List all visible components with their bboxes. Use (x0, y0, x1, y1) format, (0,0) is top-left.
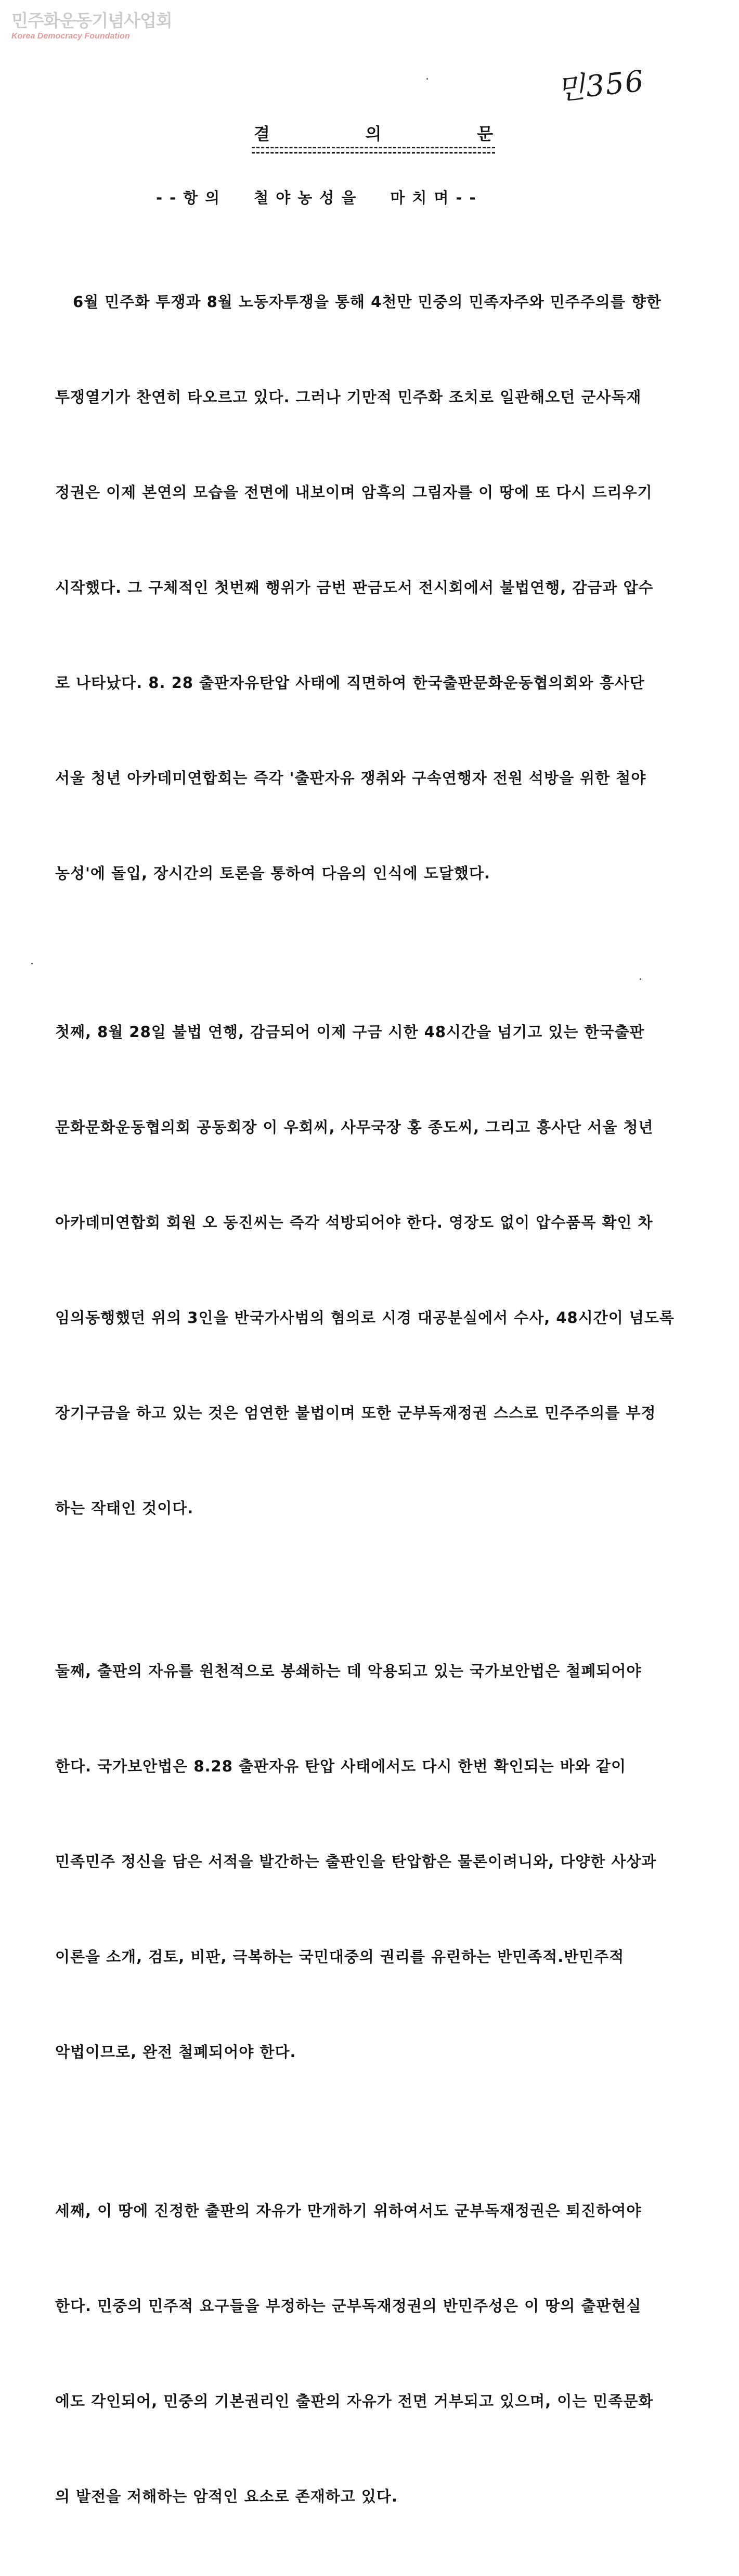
document-subtitle: --항의 철야농성을 마치며-- (156, 189, 483, 207)
watermark-korean: 민주화운동기념사업회 (11, 10, 172, 31)
watermark (11, 10, 172, 42)
paragraph-third (55, 2132, 705, 2576)
title-underline (252, 147, 495, 148)
scan-speck (31, 963, 33, 964)
text-line: 악법이므로, 완전 철폐되어야 한다. (55, 2043, 296, 2061)
title-char: 결 (254, 124, 270, 144)
text-line: 한다. 국가보안법은 8.28 출판자유 탄압 사태에서도 다시 한번 확인되는 바와 같이 (55, 1757, 626, 1775)
text-line: 임의동행했던 위의 3인을 반국가사범의 혐의로 시경 대공분실에서 수사, 48시간이 넘도록 (55, 1309, 675, 1327)
document-title (254, 121, 493, 145)
paragraph-intro (55, 223, 705, 953)
text-line: 에도 각인되어, 민중의 기본권리인 출판의 자유가 전면 거부되고 있으며, 이는 민족문화 (55, 2392, 654, 2410)
title-underline (252, 152, 495, 154)
text-line: 이론을 소개, 검토, 비판, 극복하는 국민대중의 권리를 유린하는 반민족적.반민주적 (55, 1948, 625, 1966)
title-char: 의 (365, 124, 382, 144)
text-line: 둘째, 출판의 자유를 원천적으로 봉쇄하는 데 악용되고 있는 국가보안법은 철폐되어야 (55, 1662, 642, 1680)
text-line: 6월 민주화 투쟁과 8월 노동자투쟁을 통해 4천만 민중의 민족자주와 민주주의를 향한 (73, 293, 662, 311)
text-line: 의 발전을 저해하는 암적인 요소로 존재하고 있다. (55, 2488, 398, 2505)
text-line: 첫째, 8월 28일 불법 연행, 감금되어 이제 구금 시한 48시간을 넘기고 있는 한국출판 (55, 1023, 645, 1041)
text-line: 아카데미연합회 회원 오 동진씨는 즉각 석방되어야 한다. 영장도 없이 압수품목 확인 차 (55, 1214, 653, 1231)
scan-speck (426, 78, 428, 80)
document-body (55, 223, 705, 2576)
scan-speck (640, 978, 641, 980)
text-line: 정권은 이제 본연의 모습을 전면에 내보이며 암흑의 그림자를 이 땅에 또 다시 드리우기 (55, 483, 653, 501)
paragraph-first (55, 953, 705, 1588)
watermark-english: Korea Democracy Foundation (11, 32, 130, 41)
paragraph-second (55, 1592, 705, 2132)
text-line: 한다. 민중의 민주적 요구들을 부정하는 군부독재정권의 반민주성은 이 땅의 출판현실 (55, 2297, 642, 2315)
text-line: 서울 청년 아카데미연합회는 즉각 '출판자유 쟁취와 구속연행자 전원 석방을 위한 철야 (55, 769, 646, 787)
text-line: 문화문화운동협의회 공동회장 이 우회씨, 사무국장 홍 종도씨, 그리고 흥사단 서울 청년 (55, 1118, 654, 1136)
text-line: 농성'에 돌입, 장시간의 토론을 통하여 다음의 인식에 도달했다. (55, 864, 490, 882)
handwritten-note: 민356 (555, 64, 646, 107)
text-line: 시작했다. 그 구체적인 첫번째 행위가 금번 판금도서 전시회에서 불법연행, 감금과 압수 (55, 579, 654, 596)
text-line: 로 나타났다. 8. 28 출판자유탄압 사태에 직면하여 한국출판문화운동협의회와 흥사단 (55, 674, 645, 692)
text-line: 투쟁열기가 찬연히 타오르고 있다. 그러나 기만적 민주화 조치로 일관해오던 군사독재 (55, 388, 642, 406)
text-line: 세째, 이 땅에 진정한 출판의 자유가 만개하기 위하여서도 군부독재정권은 퇴진하여야 (55, 2202, 642, 2220)
text-line: 장기구금을 하고 있는 것은 엄연한 불법이며 또한 군부독재정권 스스로 민주주의를 부정 (55, 1404, 656, 1422)
text-line: 민족민주 정신을 담은 서적을 발간하는 출판인을 탄압함은 물론이려니와, 다양한 사상과 (55, 1853, 657, 1870)
text-line: 하는 작태인 것이다. (55, 1499, 194, 1517)
title-char: 문 (477, 124, 493, 144)
